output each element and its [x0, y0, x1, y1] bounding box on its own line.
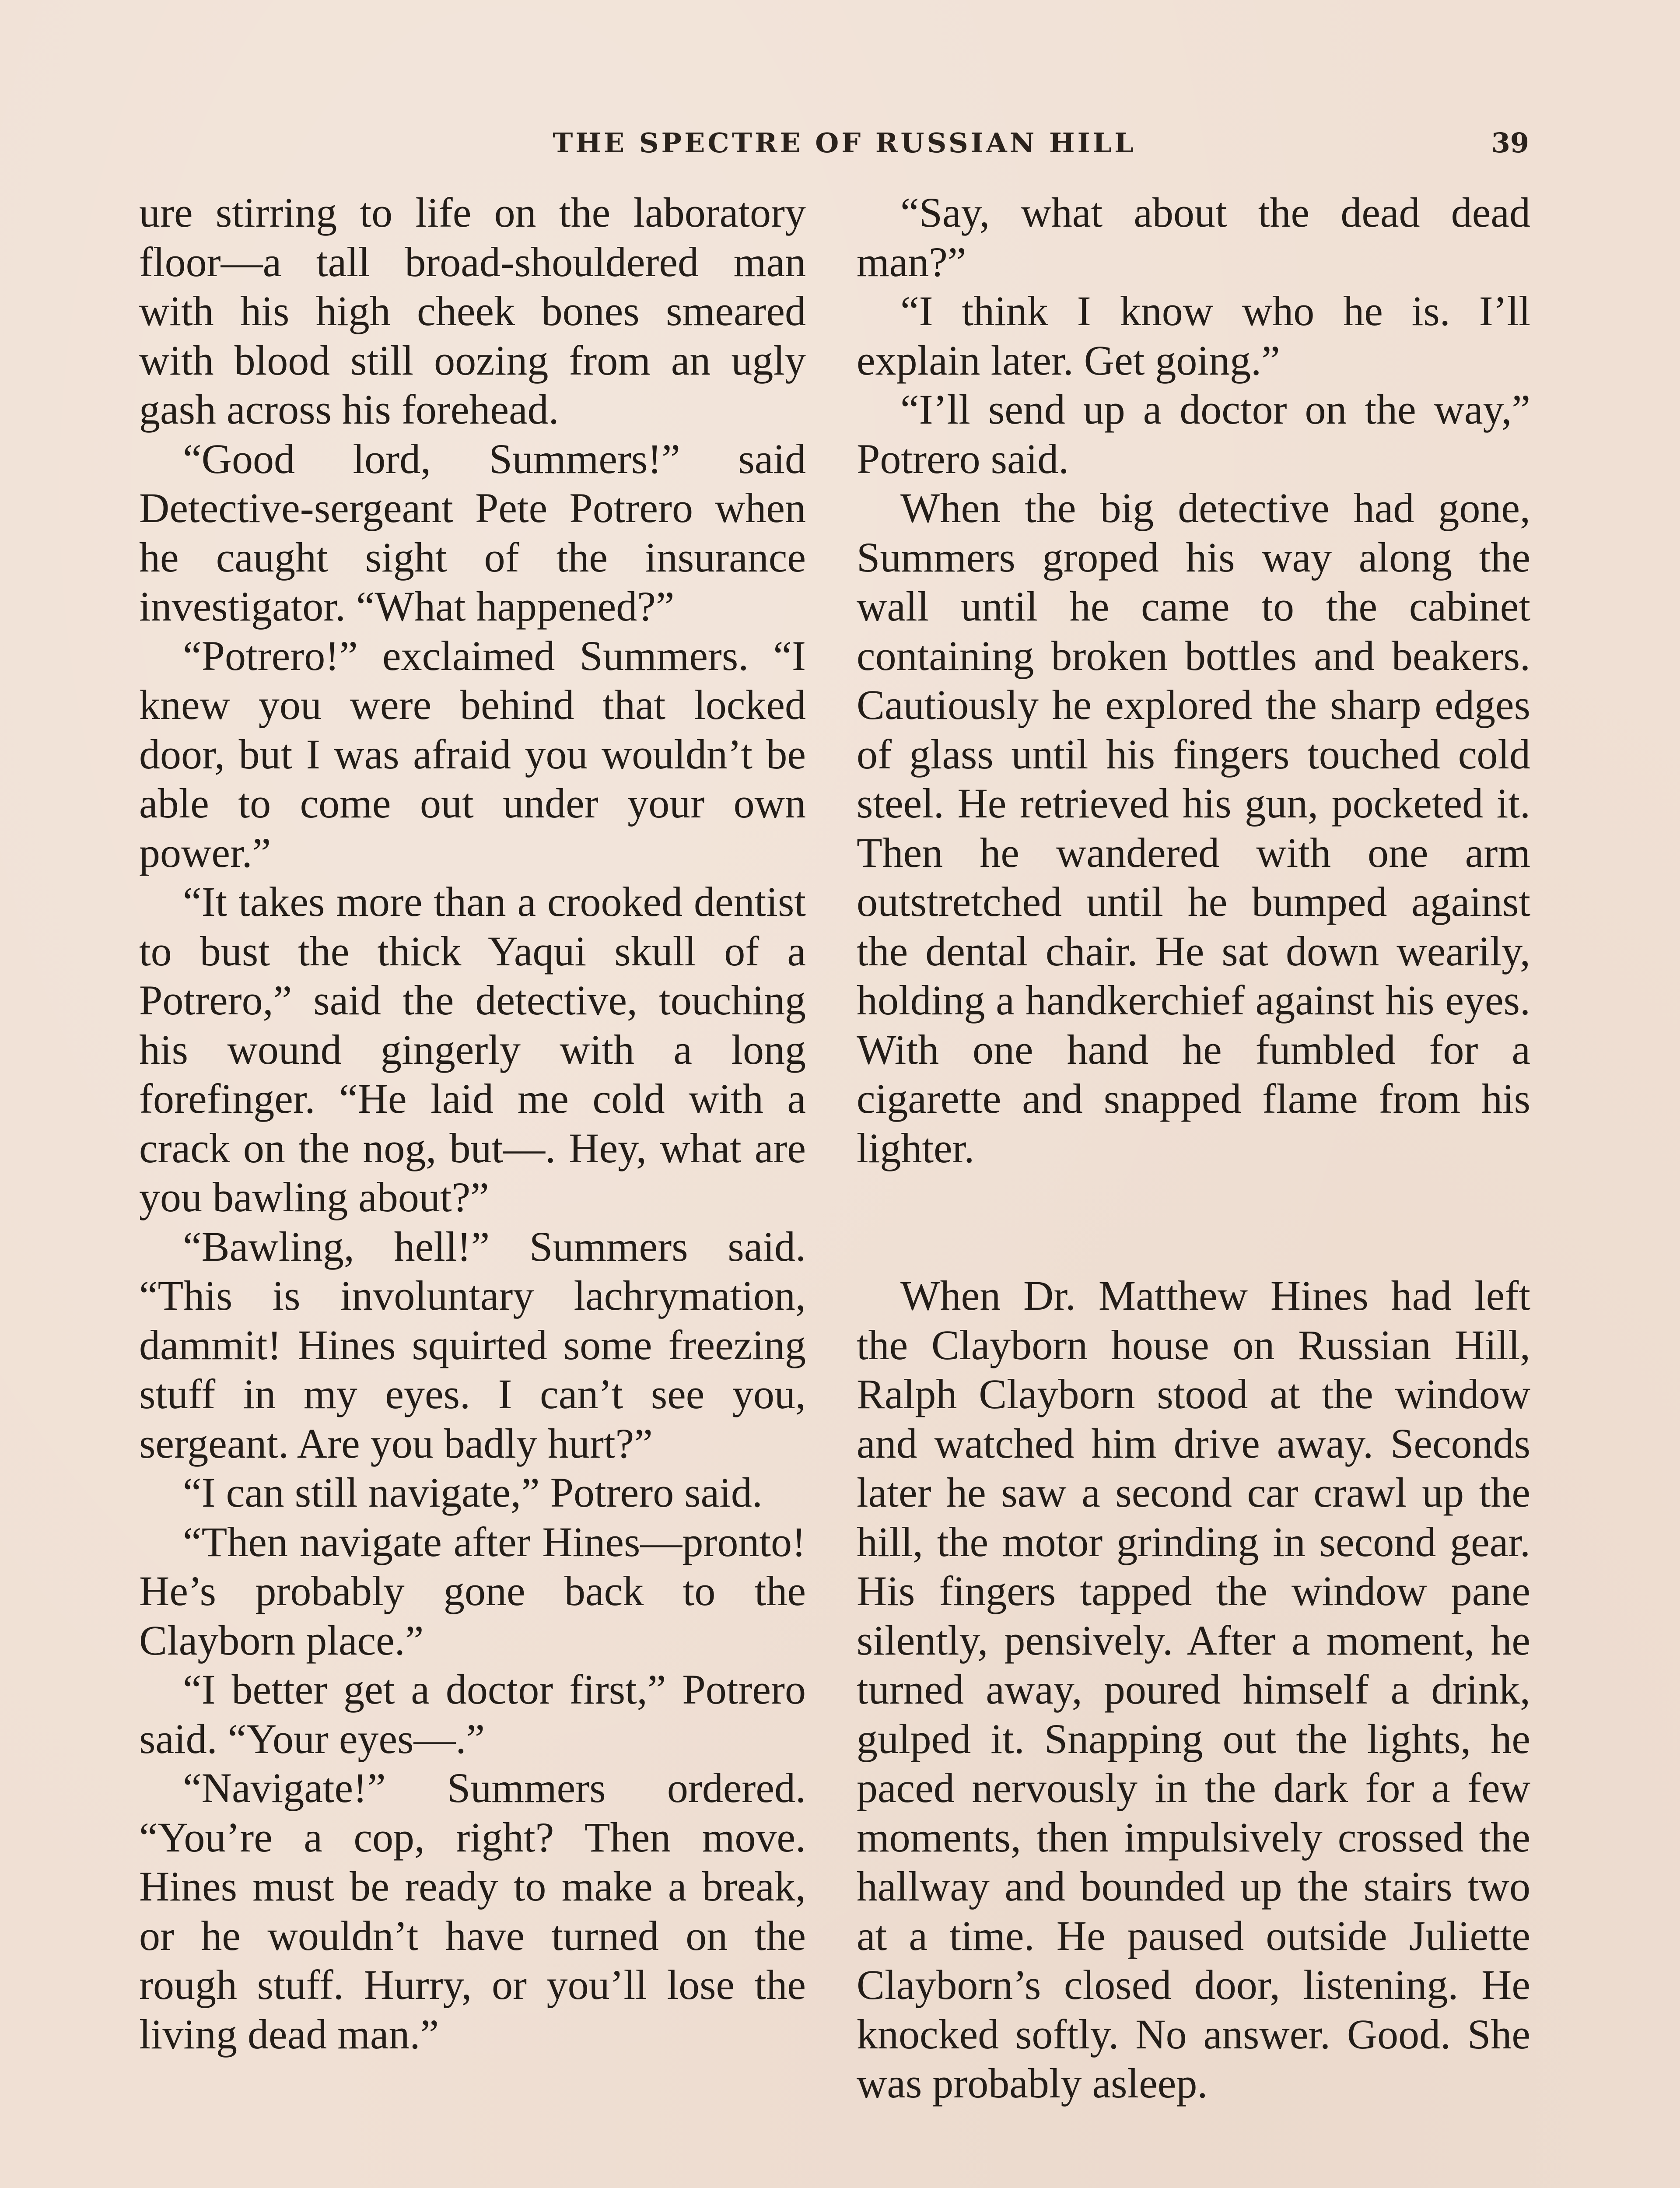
right-column: [857, 188, 1530, 2108]
paragraph: “I think I know who he is. I’ll explain later. Get going.”: [857, 288, 1530, 384]
left-column: [139, 188, 806, 2059]
paragraph: “I can still navigate,” Potrero said.: [183, 1469, 763, 1516]
paragraph: When Dr. Matthew Hines had left the Clayborn house on Russian Hill, Ralph Clayborn stood at the window and watched him drive away. Seconds later he saw a second car crawl up the hill, the motor grinding in second gear. His fingers tapped the window pane silently, pensively. After a moment, he turned away, poured himself a drink, gulped it. Snapping out the lights, he paced nervously in the dark for a few moments, then impulsively crossed the hallway and bounded up the stairs two at a time. He paused outside Juliette Clayborn’s closed door, listening. He knocked softly. No answer. Good. She was probably asleep.: [857, 1272, 1530, 2107]
paragraph: “Bawling, hell!” Summers said. “This is involuntary lachrymation, dammit! Hines squirted some freezing stuff in my eyes. I can’t see you, sergeant. Are you badly hurt?”: [139, 1223, 806, 1467]
paragraph: “It takes more than a crooked dentist to bust the thick Yaqui skull of a Potrero,” said the detective, touching his wound gingerly with a long forefinger. “He laid me cold with a crack on the nog, but—. Hey, what are you bawling about?”: [139, 878, 806, 1220]
paragraph: “Potrero!” exclaimed Summers. “I knew you were behind that locked door, but I was afraid you wouldn’t be able to come out under your own power.”: [139, 632, 806, 876]
paragraph: “Say, what about the dead dead man?”: [857, 189, 1530, 285]
paragraph: ure stirring to life on the laboratory floor—a tall broad-shouldered man with his high cheek bones smeared with blood still oozing from an ugly gash across his forehead.: [139, 189, 806, 433]
page-number: 39: [1491, 127, 1529, 159]
section-break: [857, 1173, 1530, 1271]
paragraph: “Good lord, Summers!” said Detective-sergeant Pete Potrero when he caught sight of the insurance investigator. “What happened?”: [139, 435, 806, 630]
paragraph: “I’ll send up a doctor on the way,” Potrero said.: [857, 386, 1530, 482]
paragraph: When the big detective had gone, Summers groped his way along the wall until he came to the cabinet containing broken bottles and beakers. Cautiously he explored the sharp edges of glass until his fingers touched cold steel. He retrieved his gun, pocketed it. Then he wandered with one arm outstretched until he bumped against the dental chair. He sat down wearily, holding a handkerchief against his eyes. With one hand he fumbled for a cigarette and snapped flame from his lighter.: [857, 484, 1530, 1171]
paragraph: “I better get a doctor first,” Potrero said. “Your eyes—.”: [139, 1666, 806, 1762]
running-title: THE SPECTRE OF RUSSIAN HILL: [553, 127, 1136, 159]
paragraph: “Then navigate after Hines—pronto! He’s probably gone back to the Clayborn place.”: [139, 1518, 806, 1664]
paragraph: “Navigate!” Summers ordered. “You’re a cop, right? Then move. Hines must be ready to make a break, or he wouldn’t have turned on the rough stuff. Hurry, or you’ll lose the living dead man.”: [139, 1764, 806, 2058]
